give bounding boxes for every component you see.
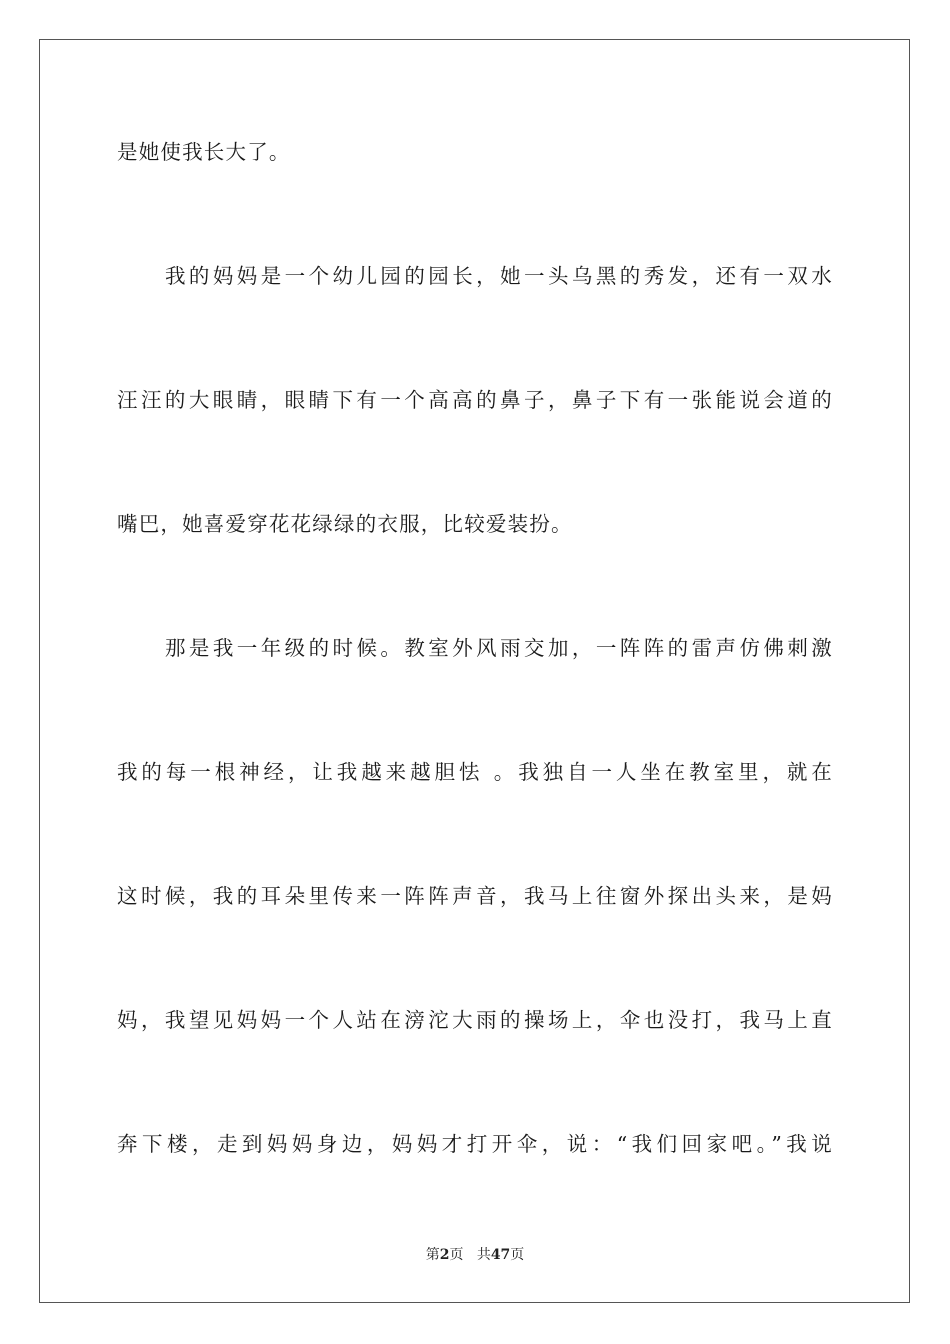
page-footer [0, 1246, 950, 1264]
text-line-8: 妈，我望见妈妈一个人站在滂沱大雨的操场上，伞也没打，我马上直 [117, 1008, 833, 1032]
page-prefix: 第 [425, 1247, 440, 1263]
text-line-3: 汪汪的大眼睛，眼睛下有一个高高的鼻子，鼻子下有一张能说会道的 [117, 388, 833, 412]
text-line-1: 是她使我长大了。 [117, 140, 291, 164]
total-prefix: 共 [476, 1247, 491, 1263]
text-line-6: 我的每一根神经，让我越来越胆怯 。我独自一人坐在教室里，就在 [117, 760, 833, 784]
text-line-7: 这时候，我的耳朵里传来一阵阵声音，我马上往窗外探出头来，是妈 [117, 884, 833, 908]
text-line-2: 我的妈妈是一个幼儿园的园长，她一头乌黑的秀发，还有一双水 [165, 264, 833, 288]
total-pages: 47 [490, 1247, 511, 1263]
text-line-5: 那是我一年级的时候。教室外风雨交加，一阵阵的雷声仿佛刺激 [165, 636, 833, 660]
page-frame [39, 39, 910, 1303]
page-suffix: 页 [449, 1247, 464, 1263]
text-line-9: 奔下楼，走到妈妈身边，妈妈才打开伞，说：“我们回家吧。”我说 [117, 1132, 833, 1156]
text-line-4: 嘴巴，她喜爱穿花花绿绿的衣服，比较爱装扮。 [117, 512, 573, 536]
page-number: 2 [439, 1247, 450, 1263]
total-suffix: 页 [510, 1247, 525, 1263]
